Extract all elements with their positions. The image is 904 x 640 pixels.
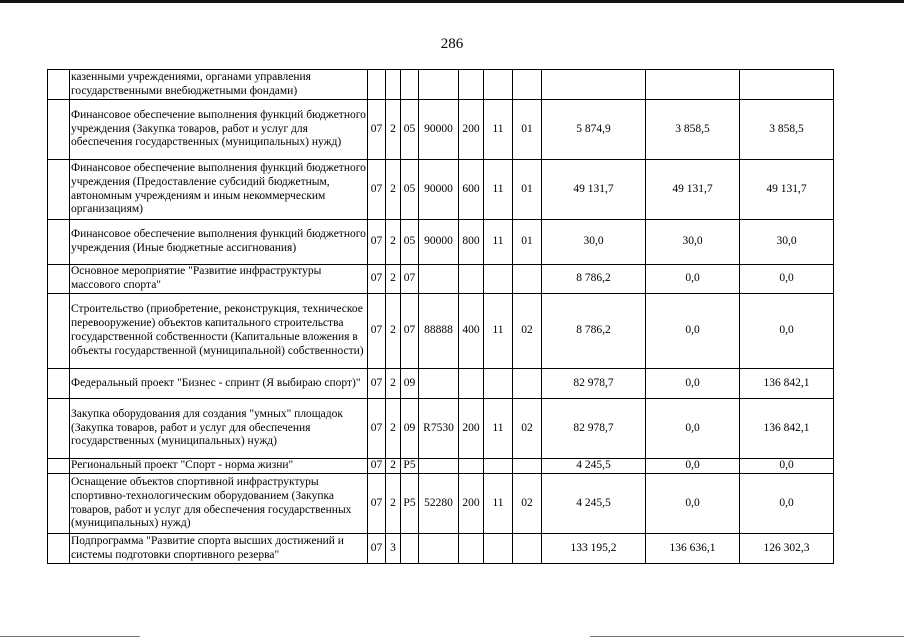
code-section-chapter-cell: 11	[484, 100, 513, 160]
code-subsection-cell: 02	[513, 474, 542, 534]
code-program-cell: 3	[386, 534, 401, 564]
value-year-2-cell: 0,0	[646, 474, 740, 534]
code-subprogram-cell: P5	[401, 459, 419, 474]
value-year-1-cell	[542, 70, 646, 100]
code-section-cell: 07	[368, 160, 386, 220]
code-section-cell	[368, 70, 386, 100]
table-row	[48, 399, 834, 459]
code-section-chapter-cell	[484, 265, 513, 294]
code-subprogram-cell: 09	[401, 369, 419, 399]
code-section-chapter-cell: 11	[484, 474, 513, 534]
code-subsection-cell: 01	[513, 100, 542, 160]
item-name-cell: Финансовое обеспечение выполнения функций бюджетного учреждения (Иные бюджетные ассигнования)	[70, 220, 368, 265]
code-section-chapter-cell: 11	[484, 160, 513, 220]
value-year-1-cell: 4 245,5	[542, 459, 646, 474]
table-row	[48, 474, 834, 534]
budget-table	[47, 69, 834, 564]
code-section-chapter-cell	[484, 459, 513, 474]
code-expense-type-cell: 200	[459, 474, 484, 534]
code-target-cell	[419, 534, 459, 564]
code-subsection-cell: 02	[513, 294, 542, 369]
code-expense-type-cell: 400	[459, 294, 484, 369]
row-number-cell	[48, 160, 70, 220]
code-expense-type-cell: 200	[459, 100, 484, 160]
code-target-cell: 90000	[419, 100, 459, 160]
value-year-1-cell: 133 195,2	[542, 534, 646, 564]
row-number-cell	[48, 265, 70, 294]
value-year-3-cell: 126 302,3	[740, 534, 834, 564]
row-number-cell	[48, 100, 70, 160]
value-year-2-cell: 30,0	[646, 220, 740, 265]
code-target-cell: 90000	[419, 220, 459, 265]
value-year-2-cell: 49 131,7	[646, 160, 740, 220]
code-subprogram-cell	[401, 70, 419, 100]
code-program-cell: 2	[386, 294, 401, 369]
table-row	[48, 294, 834, 369]
value-year-2-cell: 0,0	[646, 294, 740, 369]
code-subprogram-cell: 05	[401, 100, 419, 160]
value-year-2-cell	[646, 70, 740, 100]
code-target-cell: 90000	[419, 160, 459, 220]
value-year-1-cell: 8 786,2	[542, 294, 646, 369]
row-number-cell	[48, 369, 70, 399]
code-program-cell: 2	[386, 265, 401, 294]
table-row	[48, 100, 834, 160]
row-number-cell	[48, 220, 70, 265]
code-program-cell	[386, 70, 401, 100]
code-program-cell: 2	[386, 160, 401, 220]
code-subsection-cell: 01	[513, 160, 542, 220]
code-expense-type-cell: 800	[459, 220, 484, 265]
table-row	[48, 265, 834, 294]
item-name-cell: Оснащение объектов спортивной инфраструктуры спортивно-технологическим оборудованием (Закупка товаров, работ и услуг для обеспечения государственных (муниципальных) нужд)	[70, 474, 368, 534]
code-expense-type-cell: 600	[459, 160, 484, 220]
value-year-2-cell: 0,0	[646, 265, 740, 294]
value-year-1-cell: 49 131,7	[542, 160, 646, 220]
code-section-chapter-cell: 11	[484, 220, 513, 265]
code-subsection-cell: 01	[513, 220, 542, 265]
row-number-cell	[48, 474, 70, 534]
code-section-cell: 07	[368, 399, 386, 459]
code-target-cell	[419, 70, 459, 100]
table-row	[48, 160, 834, 220]
code-section-cell: 07	[368, 294, 386, 369]
code-section-chapter-cell	[484, 70, 513, 100]
code-subprogram-cell: P5	[401, 474, 419, 534]
code-section-cell: 07	[368, 474, 386, 534]
code-section-cell: 07	[368, 369, 386, 399]
code-expense-type-cell	[459, 70, 484, 100]
code-expense-type-cell	[459, 369, 484, 399]
code-section-chapter-cell	[484, 534, 513, 564]
code-subsection-cell: 02	[513, 399, 542, 459]
item-name-cell: Региональный проект "Спорт - норма жизни"	[70, 459, 368, 474]
value-year-2-cell: 0,0	[646, 459, 740, 474]
code-subsection-cell	[513, 534, 542, 564]
code-target-cell: 52280	[419, 474, 459, 534]
item-name-cell: Федеральный проект "Бизнес - спринт (Я выбираю спорт)"	[70, 369, 368, 399]
code-section-chapter-cell	[484, 369, 513, 399]
code-expense-type-cell	[459, 265, 484, 294]
row-number-cell	[48, 294, 70, 369]
value-year-3-cell: 3 858,5	[740, 100, 834, 160]
item-name-cell: Строительство (приобретение, реконструкция, техническое перевооружение) объектов капитального строительства государственной собственности (Капитальные вложения в объекты государственной (муниципальной) собственности)	[70, 294, 368, 369]
code-subsection-cell	[513, 265, 542, 294]
bottom-scan-line-right	[590, 636, 904, 637]
top-page-border	[0, 0, 904, 3]
item-name-cell: Финансовое обеспечение выполнения функций бюджетного учреждения (Закупка товаров, работ и услуг для обеспечения государственных (муниципальных) нужд)	[70, 100, 368, 160]
code-program-cell: 2	[386, 399, 401, 459]
code-section-chapter-cell: 11	[484, 294, 513, 369]
code-expense-type-cell	[459, 534, 484, 564]
value-year-1-cell: 30,0	[542, 220, 646, 265]
value-year-3-cell: 0,0	[740, 459, 834, 474]
code-target-cell: R7530	[419, 399, 459, 459]
code-section-cell: 07	[368, 220, 386, 265]
code-subsection-cell	[513, 369, 542, 399]
code-program-cell: 2	[386, 369, 401, 399]
code-subprogram-cell: 05	[401, 160, 419, 220]
code-section-cell: 07	[368, 265, 386, 294]
value-year-3-cell: 0,0	[740, 265, 834, 294]
code-subsection-cell	[513, 459, 542, 474]
bottom-scan-line-left	[0, 636, 140, 637]
value-year-2-cell: 3 858,5	[646, 100, 740, 160]
code-target-cell	[419, 459, 459, 474]
code-section-chapter-cell: 11	[484, 399, 513, 459]
row-number-cell	[48, 70, 70, 100]
code-target-cell	[419, 369, 459, 399]
code-expense-type-cell: 200	[459, 399, 484, 459]
row-number-cell	[48, 399, 70, 459]
item-name-cell: казенными учреждениями, органами управления государственными внебюджетными фондами)	[70, 70, 368, 100]
value-year-1-cell: 5 874,9	[542, 100, 646, 160]
budget-table-body	[48, 70, 834, 564]
value-year-1-cell: 8 786,2	[542, 265, 646, 294]
code-program-cell: 2	[386, 220, 401, 265]
value-year-3-cell: 49 131,7	[740, 160, 834, 220]
table-row	[48, 220, 834, 265]
value-year-3-cell: 30,0	[740, 220, 834, 265]
value-year-1-cell: 4 245,5	[542, 474, 646, 534]
code-subsection-cell	[513, 70, 542, 100]
code-subprogram-cell: 05	[401, 220, 419, 265]
value-year-1-cell: 82 978,7	[542, 399, 646, 459]
code-subprogram-cell	[401, 534, 419, 564]
item-name-cell: Подпрограмма "Развитие спорта высших достижений и системы подготовки спортивного резерва"	[70, 534, 368, 564]
code-section-cell: 07	[368, 534, 386, 564]
item-name-cell: Финансовое обеспечение выполнения функций бюджетного учреждения (Предоставление субсидий бюджетным, автономным учреждениям и иным некоммерческим организациям)	[70, 160, 368, 220]
page-number: 286	[440, 36, 464, 52]
row-number-cell	[48, 459, 70, 474]
code-program-cell: 2	[386, 459, 401, 474]
code-subprogram-cell: 09	[401, 399, 419, 459]
code-section-cell: 07	[368, 100, 386, 160]
code-subprogram-cell: 07	[401, 265, 419, 294]
code-target-cell: 88888	[419, 294, 459, 369]
value-year-2-cell: 0,0	[646, 369, 740, 399]
value-year-2-cell: 0,0	[646, 399, 740, 459]
table-row	[48, 369, 834, 399]
table-row	[48, 534, 834, 564]
row-number-cell	[48, 534, 70, 564]
code-subprogram-cell: 07	[401, 294, 419, 369]
item-name-cell: Закупка оборудования для создания "умных" площадок (Закупка товаров, работ и услуг для обеспечения государственных (муниципальных) нужд)	[70, 399, 368, 459]
code-section-cell: 07	[368, 459, 386, 474]
table-row	[48, 459, 834, 474]
value-year-3-cell	[740, 70, 834, 100]
value-year-3-cell: 136 842,1	[740, 399, 834, 459]
value-year-3-cell: 0,0	[740, 294, 834, 369]
code-target-cell	[419, 265, 459, 294]
table-row	[48, 70, 834, 100]
code-expense-type-cell	[459, 459, 484, 474]
code-program-cell: 2	[386, 474, 401, 534]
value-year-3-cell: 0,0	[740, 474, 834, 534]
value-year-3-cell: 136 842,1	[740, 369, 834, 399]
value-year-1-cell: 82 978,7	[542, 369, 646, 399]
item-name-cell: Основное мероприятие "Развитие инфраструктуры массового спорта"	[70, 265, 368, 294]
code-program-cell: 2	[386, 100, 401, 160]
value-year-2-cell: 136 636,1	[646, 534, 740, 564]
